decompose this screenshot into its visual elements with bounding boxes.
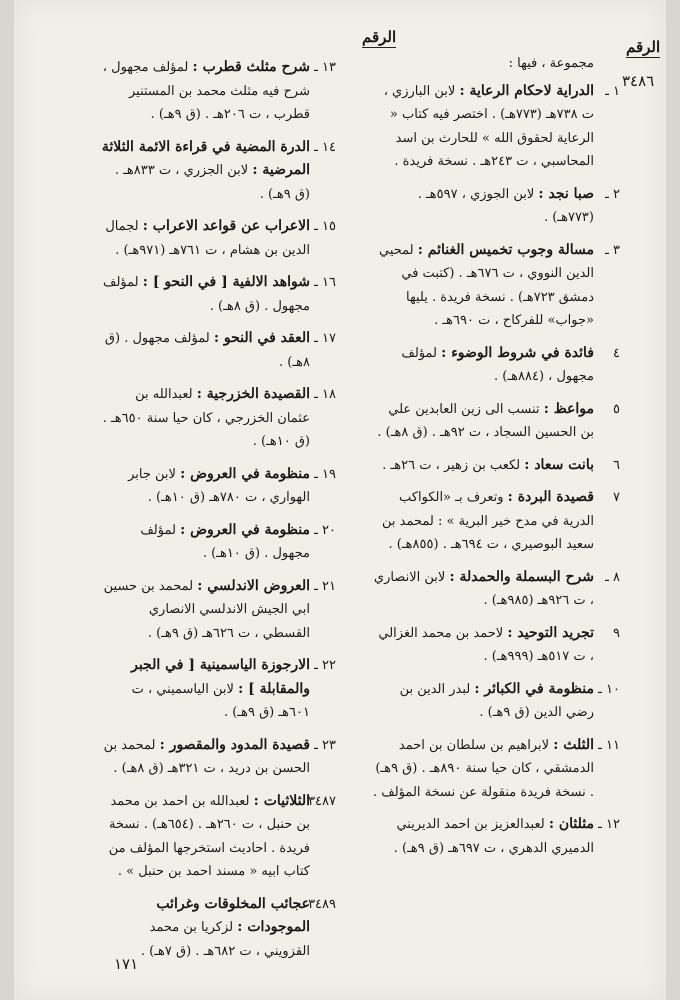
entry-title: قصيدة البردة : [507,489,594,505]
catalog-entry [372,486,620,557]
entry-body: لمحمد بن حسين ابي الجيش الاندلسي الانصاري القسطي ، ت ٦٢٦هـ (ق ٩هـ) . [103,578,310,641]
entry-body: لمؤلف مجهول . (ق ١٠هـ) . [140,522,310,561]
entry-number: ١٠ ـ [598,681,620,697]
entry-number: ١٩ ـ [314,466,336,482]
entry-title: بانت سعاد : [524,456,594,473]
catalog-entry [372,622,620,669]
catalog-entry [100,56,336,127]
column-header-left: الرقم [362,28,397,46]
entry-body: لمؤلف مجهول ، شرح فيه مثلث محمد بن المستنير قطرب ، ت ٢٠٦هـ . (ق ٩هـ) . [102,60,310,122]
entry-body: لزكريا بن محمد القزويني ، ت ٦٨٢هـ . (ق ٧هـ) . [140,920,310,959]
entry-number: ٧ [613,490,620,505]
entry-title: الثلث : [553,736,594,753]
entry-number: ١ ـ [605,83,620,99]
entry-title: القصيدة الخزرجية : [196,386,310,402]
entry-title: شرح مثلث قطرب : [192,59,310,75]
entry-title: منظومة في العروض : [180,521,310,538]
entry-number: ٦ [613,457,620,473]
entry-number: ١٧ ـ [314,331,336,346]
entry-title: عجائب المخلوقات وغرائب الموجودات : [156,895,310,935]
entry-number: ٢٢ ـ [314,658,336,673]
entry-body: لعبدالعزيز بن احمد الديريني الدميري الدهري ، ت ٦٩٧هـ (ق ٩هـ) . [393,817,594,856]
entry-body: لمؤلف مجهول ، (٨٨٤هـ) . [401,345,594,384]
catalog-entry [100,136,336,207]
entry-title: مسالة وجوب تخميس الغنائم : [417,241,594,258]
catalog-page [14,0,666,1000]
entry-title: منظومة في الكبائر : [474,680,594,697]
entry-title: شرح البسملة والحمدلة : [449,568,594,585]
entry-body: لمؤلف مجهول . (ق ٨هـ) . [104,331,310,370]
entry-number: ٣ ـ [605,242,620,258]
entry-title: منظومة في العروض : [180,465,310,482]
entry-body: لمؤلف مجهول . (ق ٨هـ) . [103,275,310,314]
entry-number: ٢ ـ [605,186,620,202]
entry-title: الارجوزة الياسمينية [ في الجبر والمقابلة ] : [131,657,310,697]
catalog-entry [372,734,620,805]
catalog-entry [100,734,336,781]
entry-body: لعبدالله بن احمد بن محمد بن حنبل ، ت ٢٦٠هـ . (٦٥٤هـ) . نسخة فريدة . احاديث استخرجها المؤلف من كتاب ابيه « مسند احمد بن حنبل » . [108,793,310,879]
entry-body: لابن الانصاري ، ت ٩٢٦هـ (٩٨٥هـ) . [373,569,594,608]
catalog-entry [100,271,336,318]
entry-title: فائدة في شروط الوضوء : [441,344,594,361]
catalog-entry [100,893,336,964]
catalog-entry [372,454,620,478]
entry-body: لابن الجوزي ، ٥٩٧هـ . (٧٧٣هـ) . [417,186,594,225]
catalog-entry [372,239,620,333]
right-column [372,52,620,869]
catalog-entry [100,519,336,566]
entry-number: ٤ [613,345,620,361]
entry-title: الاعراب عن قواعد الاعراب : [142,218,310,234]
entry-number: ١١ ـ [598,737,620,753]
entry-body: لابن البارزي ، ت ٧٣٨هـ (٧٧٣هـ) . اختصر فيه كتاب « الرعاية لحقوق الله » للحارث بن اسد المحاسبي ، ت ٢٤٣هـ . نسخة فريدة . [383,83,594,169]
entry-number: ١٥ ـ [314,219,336,234]
catalog-entry [372,678,620,725]
catalog-entry [100,463,336,510]
entry-body: لابن جابر الهواري ، ت ٧٨٠هـ (ق ١٠هـ) . [128,466,310,505]
catalog-entry [100,383,336,454]
entry-number: ١٦ ـ [314,275,336,290]
entry-number: ١٤ ـ [314,139,336,155]
entry-body: لجمال الدين بن هشام ، ت ٧٦١هـ (٩٧١هـ) . [105,219,310,258]
catalog-entry [372,183,620,230]
entry-body: لمحمد بن الحسن بن دريد ، ت ٣٢١هـ (ق ٨هـ) . [103,737,310,776]
entry-body: لابن الياسميني ، ت ٦٠١هـ (ق ٩هـ) . [131,681,310,720]
volume-number: ٣٤٨٦ [622,72,655,90]
entry-body: تنسب الى زين العابدين علي بن الحسين السجاد ، ت ٩٢هـ . (ق ٨هـ) . [377,401,594,440]
entry-body: لابراهيم بن سلطان بن احمد الدمشقي ، كان حيا سنة ٨٩٠هـ . (ق ٩هـ) . نسخة فريدة منقولة عن نسخة المؤلف . [373,737,594,800]
entry-number: ١٣ ـ [314,60,336,75]
entry-body: وتعرف بـ «الكواكب الدرية في مدح خير البرية » : لمحمد بن سعيد البوصيري ، ت ٦٩٤هـ . (٨٥٥هـ) . [382,490,594,552]
catalog-entry [372,80,620,174]
entry-body: لمحيي الدين النووي ، ت ٦٧٦هـ . (كتبت في دمشق ٧٢٣هـ) . نسخة فريدة . يليها «جواب» للفركاح ، ت ٦٩٠هـ . [378,242,594,328]
entry-title: شواهد الالفية [ في النحو ] : [142,274,310,290]
catalog-entry [100,654,336,725]
intro-text: مجموعة ، فيها : [508,56,594,71]
entry-title: صبا نجد : [538,185,594,202]
entry-title: قصيدة المدود والمقصور : [159,736,310,753]
entry-number: ٣٤٨٩ [308,896,336,912]
page-number: ١٧١ [114,955,139,973]
entry-body: لاحمد بن محمد الغزالي ، ت ٥١٧هـ (٩٩٩هـ) . [378,625,594,664]
entry-body: لعبدالله بن عثمان الخزرجي ، كان حيا سنة ٦٥٠هـ . (ق ١٠هـ) . [102,387,310,449]
column-header-right: الرقم [626,38,661,56]
catalog-entry [372,566,620,613]
catalog-entry [100,215,336,262]
entry-number: ١٢ ـ [598,817,620,832]
entry-number: ٢١ ـ [314,578,336,594]
entry-number: ٥ [613,401,620,417]
entry-body: لكعب بن زهير ، ت ٢٦هـ . [382,457,521,473]
left-column [100,56,336,972]
entry-number: ٩ [613,625,620,641]
entry-number: ٢٣ ـ [314,737,336,753]
catalog-entry [372,342,620,389]
entry-title: الدرة المضية في قراءة الائمة الثلاثة المرضية : [101,138,310,178]
entry-title: الدراية لاحكام الرعاية : [459,82,594,99]
entry-body: لبدر الدين بن رضي الدين (ق ٩هـ) . [399,681,594,720]
entry-number: ٢٠ ـ [314,522,336,538]
catalog-entry [100,790,336,884]
entry-title: مواعظ : [543,400,594,417]
catalog-entry [372,813,620,860]
entry-title: العقد في النحو : [213,330,310,346]
entry-title: تجريد التوحيد : [507,624,594,641]
catalog-entry [100,327,336,374]
entry-number: ٨ ـ [605,569,620,585]
entry-body: لابن الجزري ، ت ٨٣٣هـ . (ق ٩هـ) . [114,163,310,202]
entry-number: ٣٤٨٧ [308,793,336,809]
entry-number: ١٨ ـ [314,387,336,402]
catalog-entry [372,398,620,445]
entry-title: الثلاثيات : [253,792,310,809]
entry-title: العروض الاندلسي : [197,577,310,594]
entry-title: مثلثان : [548,816,594,832]
catalog-entry [100,575,336,646]
